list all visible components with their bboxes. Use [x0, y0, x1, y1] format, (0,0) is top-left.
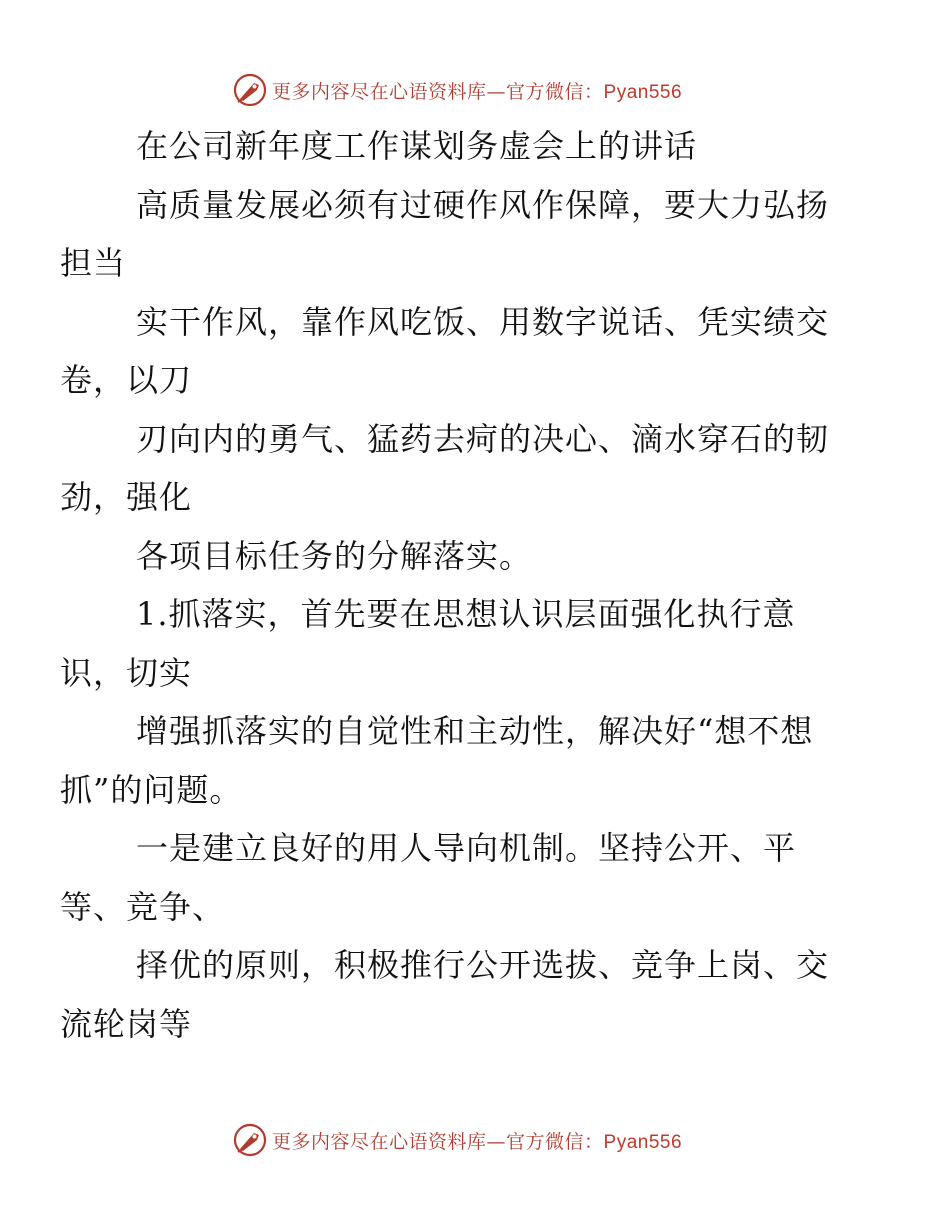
text-line: 等、竞争、: [60, 887, 226, 926]
text-line: 识，切实: [60, 653, 193, 692]
pen-nib-logo-icon: [232, 72, 268, 108]
text-line: 高质量发展必须有过硬作风作保障，要大力弘扬: [136, 185, 830, 224]
banner-slogan: 更多内容尽在心语资料库—官方微信：: [272, 1130, 604, 1153]
text-line: 增强抓落实的自觉性和主动性，解决好“想不想: [136, 712, 814, 750]
paragraph: [98, 117, 858, 176]
text-line: 担当: [60, 244, 127, 282]
text-line: 一是建立良好的用人导向机制。坚持公开、平: [136, 829, 797, 867]
document-body: [60, 117, 858, 1053]
text-line: 卷，以刀: [60, 361, 193, 399]
paragraph: [60, 936, 858, 1053]
text-line: 刃向内的勇气、猛药去疴的决心、滴水穿石的韧: [136, 419, 830, 458]
text-line: 实干作风，靠作风吃饭、用数字说话、凭实绩交: [136, 302, 830, 341]
text-line: 劲，强化: [60, 478, 193, 516]
text-line: 在公司新年度工作谋划务虚会上的讲话: [136, 127, 698, 165]
text-line: 流轮岗等: [60, 1004, 193, 1043]
text-line: 1.抓落实，首先要在思想认识层面强化执行意: [136, 595, 796, 633]
paragraph: [60, 702, 858, 819]
footer-banner: [232, 1120, 712, 1160]
pen-nib-logo-icon: [232, 1122, 268, 1158]
text-line: 择优的原则，积极推行公开选拔、竞争上岗、交: [136, 946, 830, 984]
text-line: 各项目标任务的分解落实。: [136, 536, 533, 575]
paragraph: [60, 176, 858, 293]
paragraph: [60, 585, 858, 702]
paragraph: [98, 527, 858, 586]
banner-wechat-id: Pyan556: [603, 1131, 683, 1153]
paragraph: [60, 410, 858, 527]
banner-text: [272, 1127, 682, 1154]
header-banner: [232, 70, 712, 110]
banner-text: [272, 77, 682, 104]
banner-wechat-id: Pyan556: [603, 81, 683, 103]
text-line: 抓”的问题。: [60, 770, 243, 809]
paragraph: [60, 293, 858, 410]
banner-slogan: 更多内容尽在心语资料库—官方微信：: [272, 80, 604, 103]
paragraph: [60, 819, 858, 936]
